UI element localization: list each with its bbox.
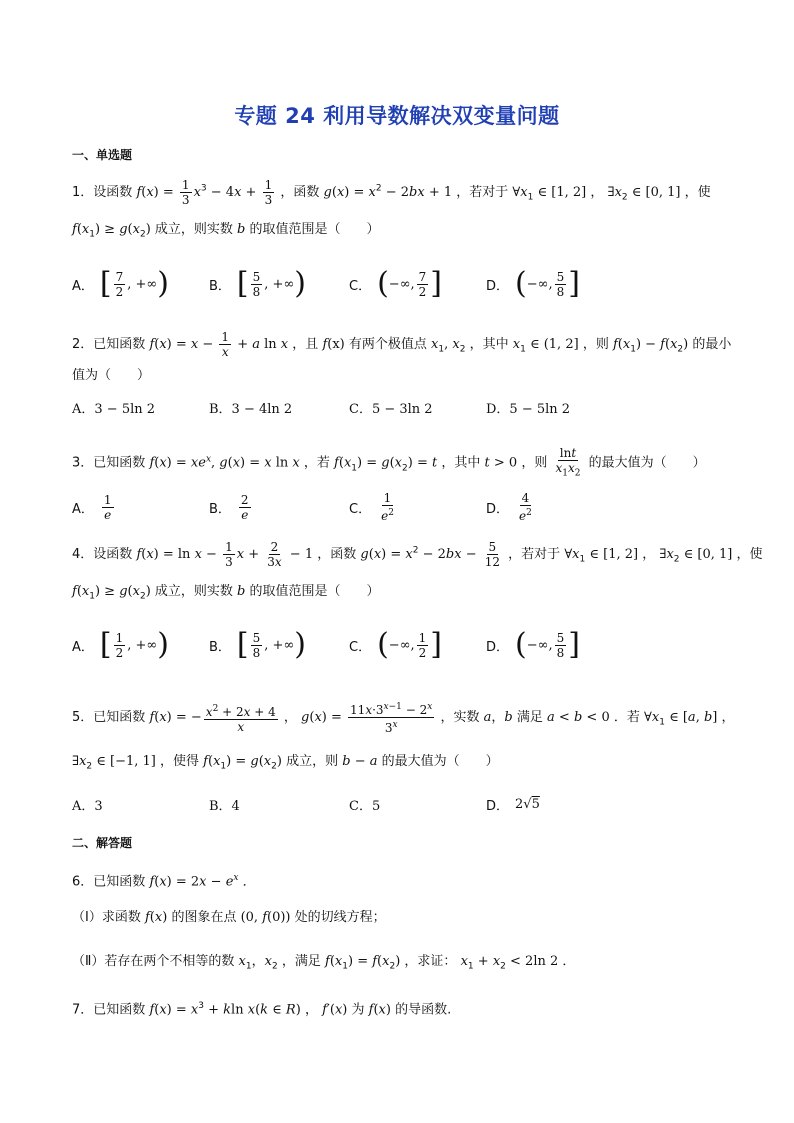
option-b[interactable]: B． $\frac{2}{e}$	[209, 492, 249, 522]
option-c[interactable]: C． ( −∞, $\frac{7}{2}$ ]	[349, 266, 443, 301]
option-d[interactable]: D． $\frac{4}{e^2}$	[486, 491, 532, 523]
option-c[interactable]: C． ( −∞, $\frac{1}{2}$ ]	[349, 627, 443, 662]
question-number: 2．	[72, 337, 94, 352]
option-b[interactable]: B．3 − 4ln 2	[209, 401, 293, 417]
question-3-line-1: 3．已知函数 $f(x) = xe^x$, g(x) = x ln x ，若 $f(x_1) = g(x_2) = t$ ，其中 t > 0 ，则 $\frac{\ln t}{x_1x_2}$ 的最大值为（ ）	[72, 446, 706, 479]
option-c[interactable]: C．5	[349, 798, 381, 814]
question-5-line-2: $\exists x_2$ ∈ [−1, 1] ，使得 $f(x_1) = g(x_2)$ 成立，则 b − a 的最大值为（ ）	[72, 754, 499, 772]
option-c[interactable]: C．5 − 3ln 2	[349, 401, 433, 417]
option-a[interactable]: A．3 − 5ln 2	[72, 401, 156, 417]
question-1-line-1: 1．设函数 f(x) = $\frac{1}{3}$ $x^3 - 4x$ + $\frac{1}{3}$ ，函数 $g(x) = x^2 - 2bx + 1$ ，若对于 $\forall x_1$ ∈ [1, 2] ， $\exists x_2$ ∈ [0, 1] ，使	[72, 178, 711, 207]
question-1-options	[72, 264, 732, 304]
section-heading-single-choice: 一、单选题	[72, 148, 133, 162]
question-3-options	[72, 487, 732, 527]
option-c[interactable]: C． $\frac{1}{e^2}$	[349, 491, 394, 523]
option-d[interactable]: D．5 − 5ln 2	[486, 401, 571, 417]
question-4-options	[72, 625, 732, 665]
question-number: 1．	[72, 185, 94, 200]
question-2-options	[72, 388, 732, 426]
question-number: 6．	[72, 874, 94, 890]
option-a[interactable]: A．3	[72, 798, 103, 814]
question-6-line-1: 6．已知函数 $f(x) = 2x - e^x$ ．	[72, 873, 256, 890]
section-heading-answer: 二、解答题	[72, 836, 133, 850]
question-1-line-2: $f(x_1) \ge g(x_2)$ 成立，则实数 b 的取值范围是（ ）	[72, 222, 380, 240]
question-number: 4．	[72, 547, 94, 562]
option-d[interactable]: D． 2√5	[486, 796, 540, 814]
option-a[interactable]: A． [ $\frac{1}{2}$ , +∞ )	[72, 627, 169, 662]
question-6-part-1: （Ⅰ）求函数 f(x) 的图象在点 (0, f(0)) 处的切线方程；	[72, 910, 386, 925]
question-2-line-1: 2．已知函数 f(x) = x − $\frac{1}{x}$ + a ln x ，且 f(x) 有两个极值点 $x_1$, $x_2$ ，其中 $x_1$ ∈ (1, 2] ，则 $f(x_1) - f(x_2)$ 的最小	[72, 330, 732, 359]
question-4-line-1: 4．设函数 f(x) = ln x − $\frac{1}{3}$ x + $\frac{2}{3x}$ − 1 ，函数 $g(x) = x^2 - 2bx$ − $\frac{5}{12}$ ，若对于 $\forall x_1$ ∈ [1, 2] ， $\exists x_2$ ∈ [0, 1] ，使	[72, 540, 763, 569]
question-2-line-2: 值为（ ）	[72, 368, 151, 383]
option-a[interactable]: A． $\frac{1}{e}$	[72, 492, 112, 522]
option-b[interactable]: B． [ $\frac{5}{8}$ , +∞ )	[209, 627, 306, 662]
option-d[interactable]: D． ( −∞, $\frac{5}{8}$ ]	[486, 266, 580, 301]
option-d[interactable]: D． ( −∞, $\frac{5}{8}$ ]	[486, 627, 580, 662]
question-4-line-2: $f(x_1) \ge g(x_2)$ 成立，则实数 b 的取值范围是（ ）	[72, 584, 380, 602]
page-title: 专题 24 利用导数解决双变量问题	[234, 104, 560, 128]
question-6-part-2: （Ⅱ）若存在两个不相等的数 $x_1$，$x_2$ ，满足 $f(x_1) = f(x_2)$ ，求证： $x_1 + x_2 < 2\ln$ 2 ．	[72, 954, 576, 972]
question-5-options	[72, 786, 732, 822]
question-7-line-1: 7．已知函数 $f(x) = x^3 + kln$ x(k ∈ R) ， f′(x) 为 f(x) 的导函数.	[72, 1001, 452, 1018]
option-b[interactable]: B． [ $\frac{5}{8}$ , +∞ )	[209, 266, 306, 301]
question-number: 7．	[72, 1002, 94, 1018]
question-number: 5．	[72, 710, 94, 725]
question-number: 3．	[72, 455, 94, 471]
question-5-line-1: 5．已知函数 f(x) = − $\frac{x^2 + 2x + 4}{x}$ ， g(x) = $\frac{11x\cdot 3^{x-1} - 2^x}{3^x}$ ，实数 a，b 满足 a < b < 0 ．若 $\forall x_1$ ∈ [a, b] ，	[72, 702, 735, 735]
option-b[interactable]: B．4	[209, 798, 240, 814]
option-a[interactable]: A． [ $\frac{7}{2}$ , +∞ )	[72, 266, 169, 301]
